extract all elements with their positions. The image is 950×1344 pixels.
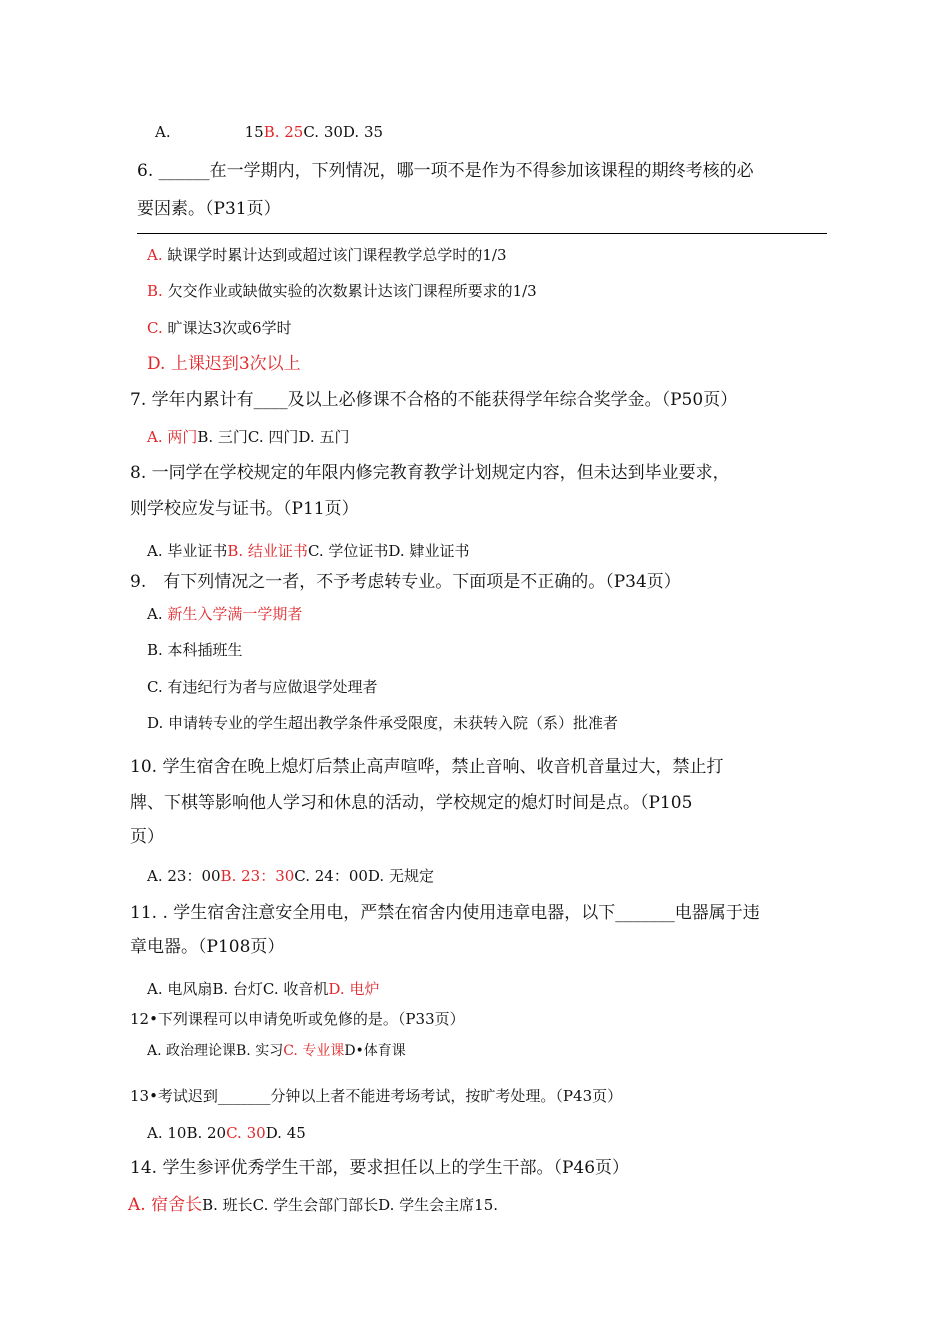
q11-option-d-answer: D. 电炉 bbox=[328, 980, 380, 998]
q9-option-b: B. 本科插班生 bbox=[147, 641, 243, 659]
q12-options-pre: A. 政治理论课B. 实习 bbox=[147, 1043, 284, 1059]
q8-stem-line2: 则学校应发与证书。（P11页） bbox=[130, 499, 359, 519]
q6-option-b-label: B. bbox=[147, 282, 163, 300]
q12-options-post: D•体育课 bbox=[344, 1043, 406, 1059]
q5-options-rest: C. 30D. 35 bbox=[303, 123, 384, 141]
q10-stem-line2: 牌、下棋等影响他人学习和休息的活动，学校规定的熄灯时间是点。（P105 bbox=[130, 793, 693, 813]
q9-option-a-answer: 新生入学满一学期者 bbox=[167, 605, 303, 623]
q8-options-rest: C. 学位证书D. 肄业证书 bbox=[307, 542, 470, 560]
q8-option-b-answer: B. 结业证书 bbox=[227, 542, 308, 560]
q8-option-a: A. 毕业证书 bbox=[147, 542, 228, 560]
q10-option-a: A. 23：00 bbox=[147, 867, 221, 885]
q6-option-c bbox=[147, 317, 292, 339]
q11-options bbox=[147, 978, 379, 1000]
q14-options bbox=[128, 1194, 498, 1216]
q6-stem-line2: 要因素。（P31页） bbox=[137, 199, 281, 219]
q5-option-a-label: A. bbox=[155, 123, 171, 141]
horizontal-divider bbox=[137, 233, 827, 234]
q12-option-c-answer: C. 专业课 bbox=[283, 1043, 345, 1059]
q5-options bbox=[155, 121, 383, 143]
q6-option-b bbox=[147, 280, 537, 302]
q13-options-post: D. 45 bbox=[265, 1124, 306, 1142]
q9-stem: 9. 有下列情况之一者，不予考虑转专业。下面项是不正确的。（P34页） bbox=[130, 572, 681, 592]
q13-stem: 13•考试迟到_______分钟以上者不能进考场考试，按旷考处理。（P43页） bbox=[130, 1087, 623, 1105]
q6-option-c-text: 旷课达3次或6学时 bbox=[167, 319, 292, 337]
q10-option-b-answer: B. 23：30 bbox=[220, 867, 295, 885]
q11-stem-line2: 章电器。（P108页） bbox=[130, 937, 285, 957]
q6-option-a-label: A. bbox=[147, 246, 163, 264]
q6-option-b-text: 欠交作业或缺做实验的次数累计达该门课程所要求的1/3 bbox=[167, 282, 537, 300]
q14-stem: 14. 学生参评优秀学生干部，要求担任以上的学生干部。（P46页） bbox=[130, 1158, 630, 1178]
q13-options bbox=[147, 1122, 306, 1144]
q6-stem-line1: 6. ______在一学期内，下列情况，哪一项不是作为不得参加该课程的期终考核的必 bbox=[137, 161, 754, 181]
q8-options bbox=[147, 540, 469, 562]
q9-option-c: C. 有违纪行为者与应做退学处理者 bbox=[147, 678, 378, 696]
q10-options bbox=[147, 865, 434, 887]
q8-stem-line1: 8. 一同学在学校规定的年限内修完教育教学计划规定内容，但未达到毕业要求， bbox=[130, 463, 730, 483]
q6-option-c-label: C. bbox=[147, 319, 163, 337]
q13-options-pre: A. 10B. 20 bbox=[147, 1124, 227, 1142]
q7-option-a-answer: A. 两门 bbox=[147, 428, 198, 446]
q6-option-d-answer: D. 上课迟到3次以上 bbox=[147, 354, 301, 374]
q9-option-a bbox=[147, 603, 302, 625]
q7-stem: 7. 学年内累计有____及以上必修课不合格的不能获得学年综合奖学金。（P50页） bbox=[130, 390, 738, 410]
q10-stem-line1: 10. 学生宿舍在晚上熄灯后禁止高声喧哗，禁止音响、收音机音量过大，禁止打 bbox=[130, 757, 724, 777]
q7-options-rest: B. 三门C. 四门D. 五门 bbox=[197, 428, 350, 446]
q9-option-a-label: A. bbox=[147, 605, 163, 623]
q9-option-d: D. 申请转专业的学生超出教学条件承受限度，未获转入院（系）批准者 bbox=[147, 714, 619, 732]
q12-stem: 12•下列课程可以申请免听或免修的是。（P33页） bbox=[130, 1010, 465, 1028]
q6-option-a bbox=[147, 244, 507, 266]
q5-option-a-value: 15 bbox=[244, 123, 264, 141]
q11-stem-line1: 11. . 学生宿舍注意安全用电，严禁在宿舍内使用违章电器，以下_______电器属于违 bbox=[130, 903, 760, 923]
q11-options-pre: A. 电风扇B. 台灯C. 收音机 bbox=[147, 980, 329, 998]
q10-options-rest: C. 24：00D. 无规定 bbox=[294, 867, 434, 885]
q10-stem-line3: 页） bbox=[130, 827, 164, 847]
q13-option-c-answer: C. 30 bbox=[226, 1124, 266, 1142]
q14-option-a-answer: A. 宿舍长 bbox=[128, 1195, 203, 1215]
q7-options bbox=[147, 426, 349, 448]
q5-option-b-answer: B. 25 bbox=[263, 123, 304, 141]
q6-option-a-text: 缺课学时累计达到或超过该门课程教学总学时的1/3 bbox=[167, 246, 507, 264]
q12-options bbox=[147, 1040, 406, 1062]
q14-options-rest: B. 班长C. 学生会部门部长D. 学生会主席15. bbox=[202, 1196, 499, 1214]
